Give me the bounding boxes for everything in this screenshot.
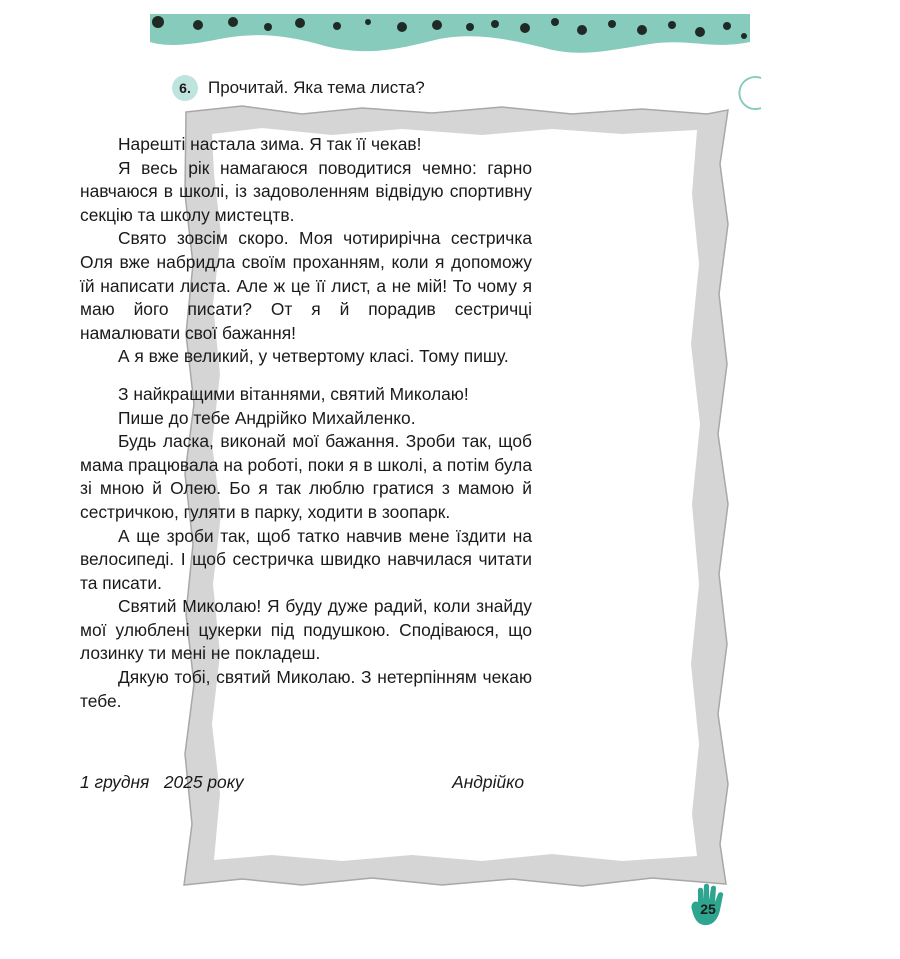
page-number: 25 [700,901,716,917]
letter-paragraph: Святий Миколаю! Я буду дуже радий, коли знайду мої улюблені цукерки під подушкою. Сподіваюся, що лозинку ти мені не покладеш. [80,596,532,664]
right-arc-decoration [733,74,773,114]
letter-paragraph: Будь ласка, виконай мої бажання. Зроби так, щоб мама працювала на роботі, поки я в школі, а потім була зі мною й Олею. Бо я так люблю гратися з мамою й сестричкою, гуляти в парку, ходити в зоопарк. [80,431,532,522]
letter-signature: Андрійко [452,772,524,792]
letter-author-line: Пише до тебе Андрійко Михайленко. [118,407,416,428]
letter-paragraph: А ще зроби так, щоб татко навчив мене їздити на велосипеді. І щоб сестричка швидко навчилася читати та писати. [80,525,532,593]
task-header [172,74,425,102]
task-number: 6. [172,75,198,101]
letter-paragraph: Свято зовсім скоро. Моя чотирирічна сестричка Оля вже набридла своїм проханням, коли я допоможу їй написати листа. Але ж це її лист, а не мій! То чому я маю його писати? От я й порадив сестричці намалювати свої бажання! [80,228,532,343]
letter-paragraph: Дякую тобі, святий Миколаю. З нетерпінням чекаю тебе. [80,667,532,711]
letter-greeting: З найкращими вітаннями, святий Миколаю! [118,383,469,404]
letter-paragraph: Нарешті настала зима. Я так її чекав! [118,134,422,154]
task-instruction: Прочитай. Яка тема листа? [208,78,425,97]
letter-paragraph: А я вже великий, у четвертому класі. Тому пишу. [118,346,509,367]
letter-sign-row [80,772,524,793]
letter-body [80,133,532,713]
top-decorative-band [150,14,750,74]
letter-date: 1 грудня 2025 року [80,772,244,792]
letter-paragraph: Я весь рік намагаюся поводитися чемно: гарно навчаюся в школі, із задоволенням відвідую спортивну секцію та школу мистецтв. [80,157,532,225]
